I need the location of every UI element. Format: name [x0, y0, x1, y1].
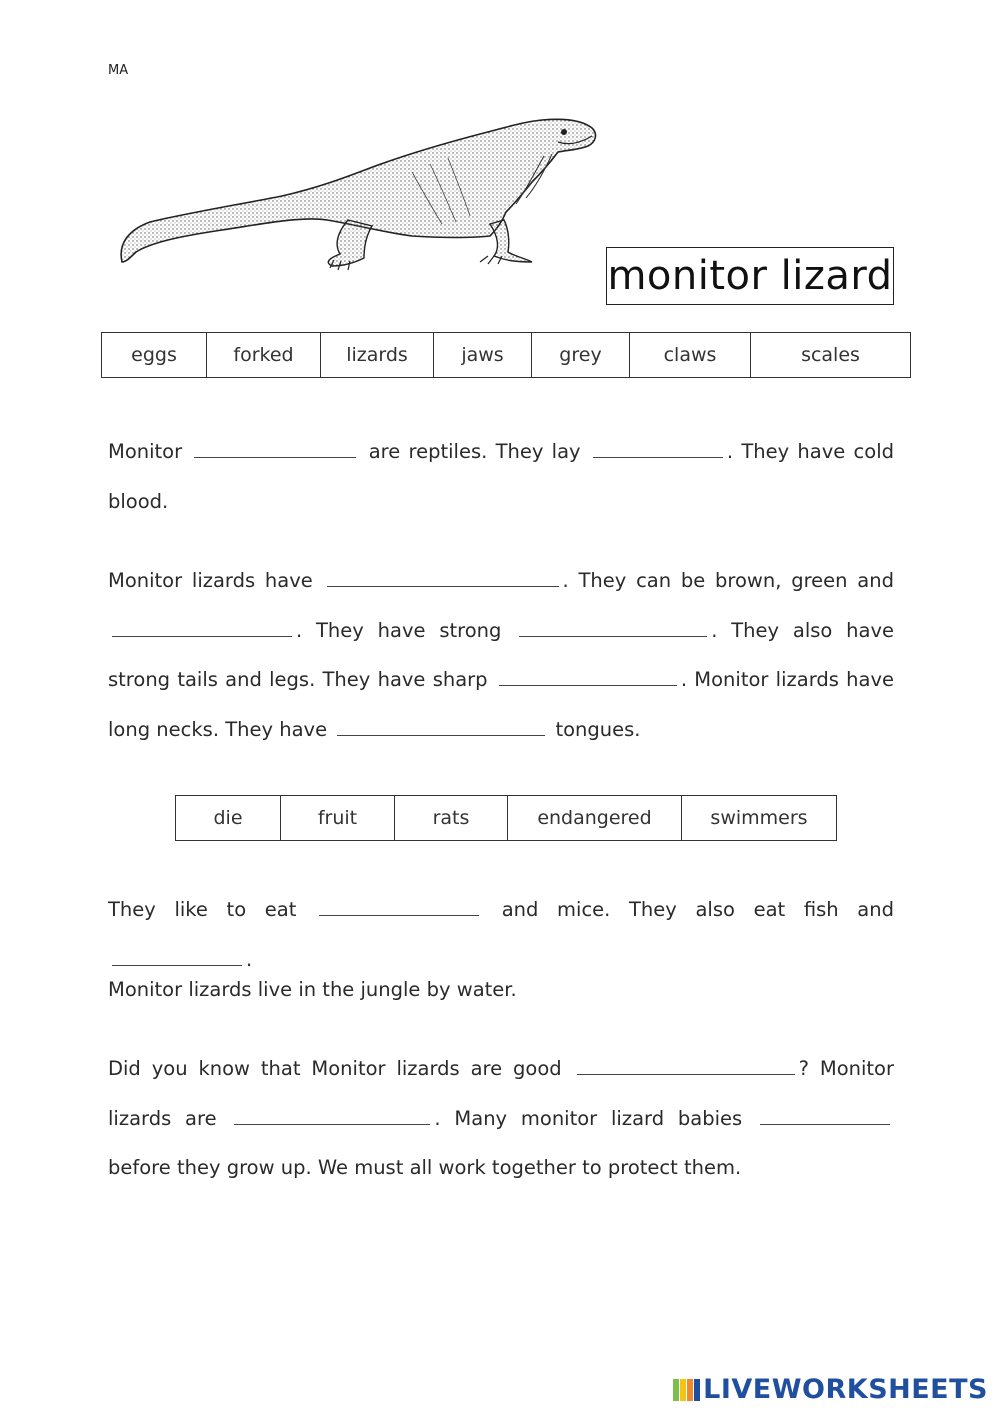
paragraph-reptiles — [108, 427, 894, 526]
word-bank-item: forked — [207, 333, 321, 378]
text-segment: ? Monitor lizards are — [108, 1057, 894, 1130]
word-bank-item: claws — [630, 333, 751, 378]
text-segment: . They have cold blood. — [108, 440, 894, 513]
text-segment: tongues. — [555, 717, 641, 741]
text-segment: . Many monitor lizard babies — [434, 1106, 743, 1130]
text-segment: . Monitor lizards have long necks. They have — [108, 668, 895, 741]
paragraph-habitat — [108, 965, 894, 1015]
answer-blank[interactable] — [593, 456, 723, 458]
paragraph-facts — [108, 1044, 894, 1193]
monitor-lizard-illustration — [112, 112, 604, 274]
answer-blank[interactable] — [319, 914, 479, 916]
text-segment: . They also have strong tails and legs. They have sharp — [108, 618, 894, 691]
word-bank-item: die — [176, 796, 281, 841]
word-bank-item: scales — [751, 333, 911, 378]
answer-blank[interactable] — [327, 585, 559, 587]
word-bank-2 — [175, 795, 837, 841]
answer-blank[interactable] — [194, 456, 356, 458]
author-initials: MA — [108, 63, 129, 78]
answer-blank[interactable] — [112, 635, 292, 637]
word-bank-item: rats — [395, 796, 508, 841]
text-segment: are reptiles. They lay — [368, 440, 581, 463]
answer-blank[interactable] — [337, 734, 545, 736]
text-segment: Monitor lizards have — [108, 569, 313, 592]
answer-blank[interactable] — [760, 1123, 890, 1125]
text-segment: . — [246, 947, 253, 971]
word-bank-item: grey — [532, 333, 630, 378]
liveworksheets-logo — [673, 1374, 988, 1405]
text-segment: Monitor — [108, 440, 183, 463]
answer-blank[interactable] — [499, 684, 677, 686]
logo-text: LIVEWORKSHEETS — [703, 1374, 988, 1405]
answer-blank[interactable] — [234, 1123, 430, 1125]
word-bank-item: eggs — [102, 333, 207, 378]
answer-blank[interactable] — [577, 1073, 795, 1075]
text-segment: . They have strong — [296, 618, 502, 642]
text-segment: They like to eat — [108, 898, 297, 921]
text-segment: . They can be brown, green and — [562, 569, 894, 592]
text-segment: before they grow up. We must all work together to protect them. — [108, 1156, 742, 1179]
word-bank-1 — [101, 332, 911, 378]
text-segment: Monitor lizards live in the jungle by water. — [108, 978, 517, 1001]
liveworksheets-mark-icon — [673, 1377, 701, 1403]
text-segment: Did you know that Monitor lizards are good — [108, 1057, 562, 1080]
word-bank-item: fruit — [281, 796, 395, 841]
word-bank-item: lizards — [321, 333, 434, 378]
paragraph-appearance — [108, 556, 894, 754]
answer-blank[interactable] — [519, 635, 707, 637]
word-bank-item: endangered — [508, 796, 682, 841]
text-segment: and mice. They also eat fish and — [501, 898, 894, 921]
worksheet-title: monitor lizard — [606, 247, 894, 305]
word-bank-item: swimmers — [682, 796, 837, 841]
word-bank-item: jaws — [434, 333, 532, 378]
